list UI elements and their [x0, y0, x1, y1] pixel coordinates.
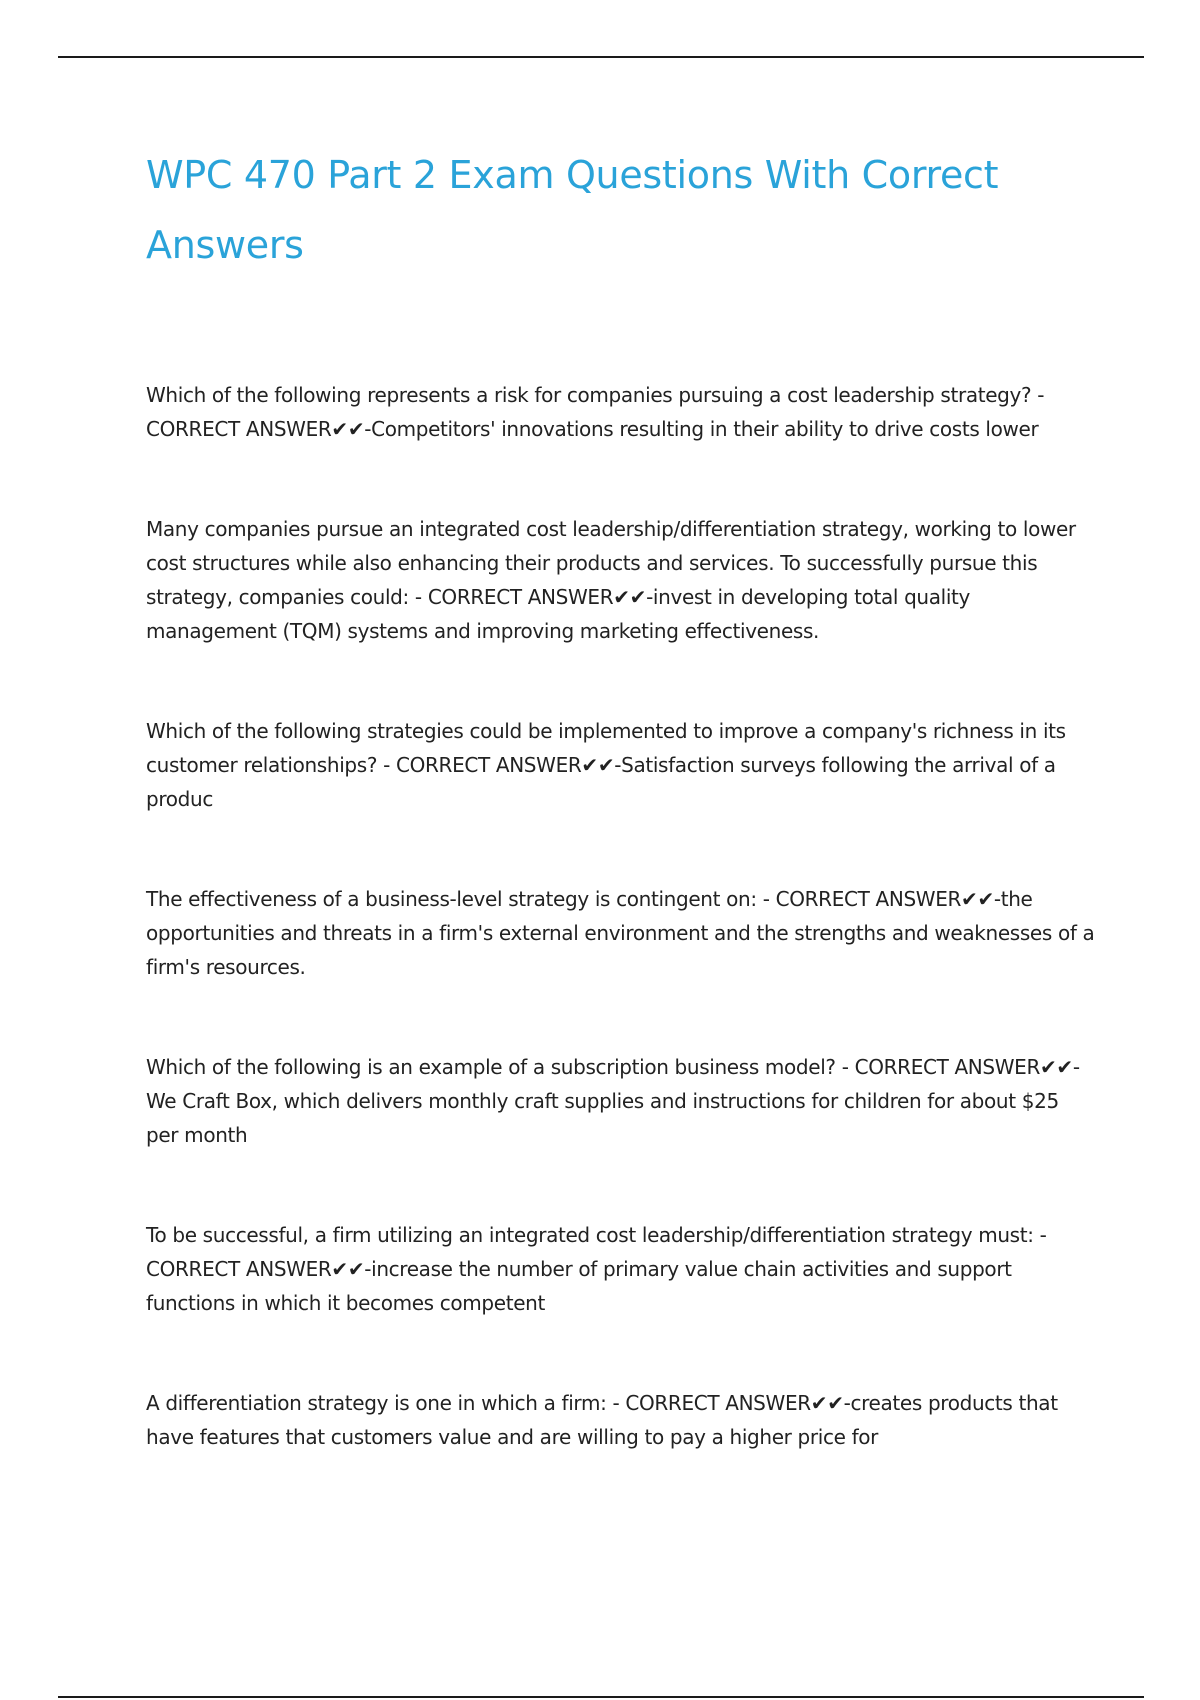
- correct-answer-marker: CORRECT ANSWER✔✔: [395, 753, 615, 777]
- qa-item-2: [146, 512, 1096, 648]
- answer-text: -invest in developing total quality management (TQM) systems and improving marketing effectiveness.: [146, 585, 971, 643]
- qa-item-4: [146, 882, 1096, 984]
- correct-answer-marker: CORRECT ANSWER✔✔: [854, 1055, 1073, 1079]
- qa-item-5: [146, 1050, 1096, 1152]
- question-text: A differentiation strategy is one in which a firm: -: [146, 1391, 620, 1415]
- answer-text: -Satisfaction surveys following the arrival of a produc: [146, 753, 1056, 811]
- correct-answer-marker: CORRECT ANSWER✔✔: [146, 1257, 365, 1281]
- answer-text: -the opportunities and threats in a firm's external environment and the strengths and weaknesses of a firm's resources.: [146, 887, 1095, 979]
- question-text: Which of the following represents a risk for companies pursuing a cost leadership strategy? -: [146, 383, 1045, 407]
- document-title: WPC 470 Part 2 Exam Questions With Correct Answers: [146, 153, 999, 267]
- bottom-rule: [58, 1696, 1144, 1698]
- answer-text: -increase the number of primary value chain activities and support functions in which it becomes competent: [146, 1257, 1012, 1315]
- question-text: The effectiveness of a business-level strategy is contingent on: -: [146, 887, 770, 911]
- answer-text: -Competitors' innovations resulting in their ability to drive costs lower: [364, 417, 1039, 441]
- qa-item-6: [146, 1218, 1096, 1320]
- correct-answer-marker: CORRECT ANSWER✔✔: [146, 417, 365, 441]
- qa-item-1: [146, 378, 1096, 446]
- correct-answer-marker: CORRECT ANSWER✔✔: [625, 1391, 844, 1415]
- correct-answer-marker: CORRECT ANSWER✔✔: [427, 585, 647, 609]
- qa-item-7: [146, 1386, 1096, 1454]
- question-text: To be successful, a firm utilizing an integrated cost leadership/differentiation strategy must: -: [146, 1223, 1047, 1247]
- question-text: Which of the following is an example of a subscription business model? -: [146, 1055, 849, 1079]
- correct-answer-marker: CORRECT ANSWER✔✔: [775, 887, 994, 911]
- qa-item-3: [146, 714, 1096, 816]
- top-rule: [58, 56, 1144, 58]
- question-text: Which of the following strategies could be implemented to improve a company's richness in its customer relationships? -: [146, 719, 1066, 777]
- answer-text: -We Craft Box, which delivers monthly craft supplies and instructions for children for about $25 per month: [146, 1055, 1080, 1147]
- question-text: Many companies pursue an integrated cost leadership/differentiation strategy, working to lower cost structures while also enhancing their products and services. To successfully pursue this strategy, companies could: -: [146, 517, 1076, 609]
- answer-text: -creates products that have features that customers value and are willing to pay a higher price for: [146, 1391, 1058, 1449]
